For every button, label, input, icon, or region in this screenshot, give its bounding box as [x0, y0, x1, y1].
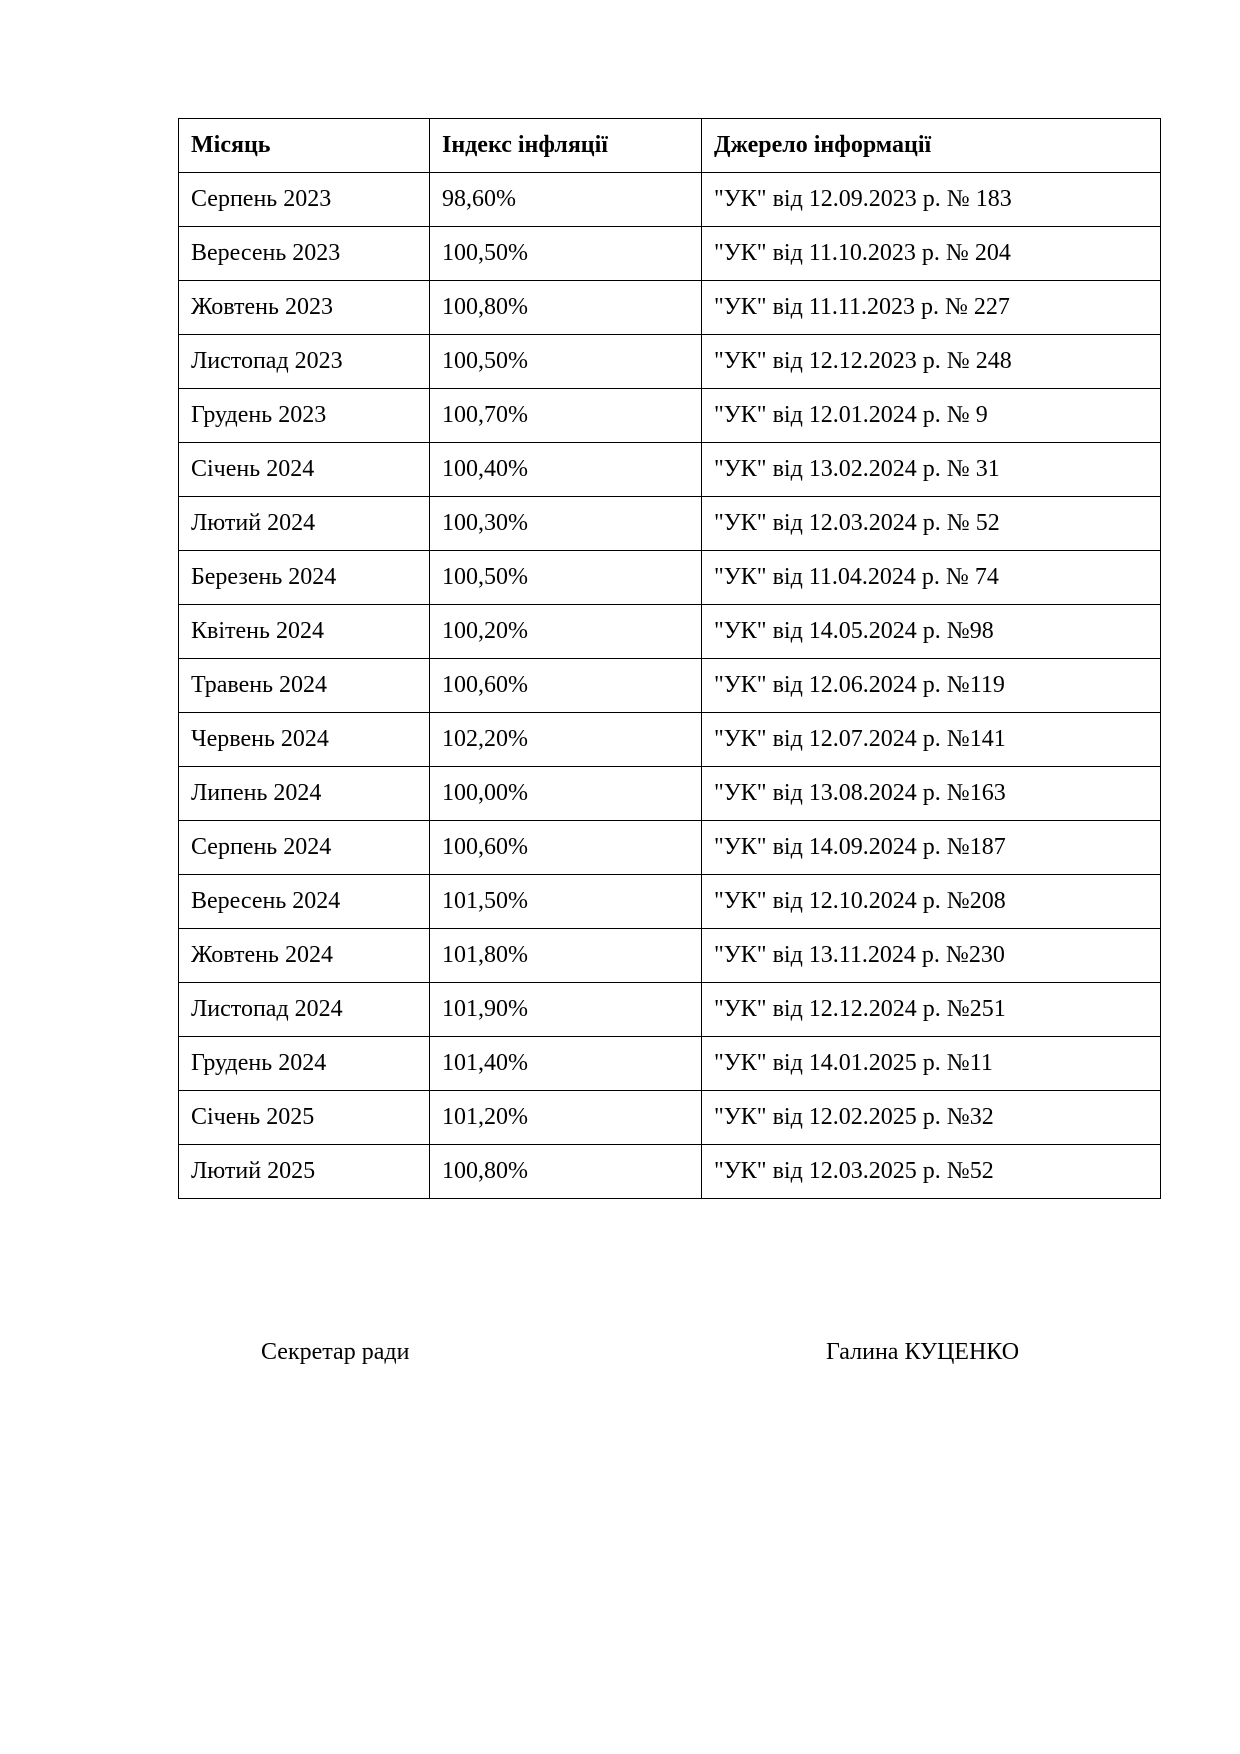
table-row [179, 551, 1161, 605]
header-row [179, 119, 1161, 173]
cell-source: "УК" від 12.12.2024 р. №251 [702, 983, 1161, 1037]
signature-name: Галина КУЦЕНКО [826, 1339, 1020, 1365]
cell-source: "УК" від 11.04.2024 р. № 74 [702, 551, 1161, 605]
table-row [179, 443, 1161, 497]
cell-inflation-index: 100,50% [430, 335, 702, 389]
cell-month: Грудень 2024 [179, 1037, 430, 1091]
cell-inflation-index: 102,20% [430, 713, 702, 767]
cell-month: Липень 2024 [179, 767, 430, 821]
cell-month: Квітень 2024 [179, 605, 430, 659]
cell-month: Березень 2024 [179, 551, 430, 605]
cell-month: Серпень 2024 [179, 821, 430, 875]
table-row [179, 497, 1161, 551]
cell-month: Січень 2024 [179, 443, 430, 497]
cell-source: "УК" від 12.12.2023 р. № 248 [702, 335, 1161, 389]
cell-inflation-index: 100,50% [430, 227, 702, 281]
cell-month: Вересень 2024 [179, 875, 430, 929]
header-month: Місяць [179, 119, 430, 173]
table-row [179, 875, 1161, 929]
cell-source: "УК" від 14.09.2024 р. №187 [702, 821, 1161, 875]
table-row [179, 821, 1161, 875]
cell-inflation-index: 101,20% [430, 1091, 702, 1145]
table-body [179, 173, 1161, 1199]
cell-month: Травень 2024 [179, 659, 430, 713]
table-row [179, 1091, 1161, 1145]
header-inflation-index: Індекс інфляції [430, 119, 702, 173]
cell-source: "УК" від 14.01.2025 р. №11 [702, 1037, 1161, 1091]
cell-inflation-index: 100,60% [430, 659, 702, 713]
cell-inflation-index: 101,40% [430, 1037, 702, 1091]
table-row [179, 659, 1161, 713]
signature-title: Секретар ради [261, 1339, 410, 1365]
cell-source: "УК" від 12.06.2024 р. №119 [702, 659, 1161, 713]
cell-month: Жовтень 2024 [179, 929, 430, 983]
cell-inflation-index: 101,90% [430, 983, 702, 1037]
table-row [179, 929, 1161, 983]
cell-inflation-index: 101,50% [430, 875, 702, 929]
cell-month: Серпень 2023 [179, 173, 430, 227]
cell-inflation-index: 100,20% [430, 605, 702, 659]
cell-inflation-index: 100,50% [430, 551, 702, 605]
cell-source: "УК" від 11.10.2023 р. № 204 [702, 227, 1161, 281]
table-row [179, 983, 1161, 1037]
cell-source: "УК" від 12.02.2025 р. №32 [702, 1091, 1161, 1145]
cell-source: "УК" від 12.10.2024 р. №208 [702, 875, 1161, 929]
cell-inflation-index: 98,60% [430, 173, 702, 227]
cell-month: Січень 2025 [179, 1091, 430, 1145]
cell-source: "УК" від 13.02.2024 р. № 31 [702, 443, 1161, 497]
cell-inflation-index: 101,80% [430, 929, 702, 983]
cell-source: "УК" від 13.08.2024 р. №163 [702, 767, 1161, 821]
table-row [179, 767, 1161, 821]
inflation-table [178, 118, 1161, 1199]
table-row [179, 227, 1161, 281]
header-source: Джерело інформації [702, 119, 1161, 173]
cell-inflation-index: 100,80% [430, 1145, 702, 1199]
cell-source: "УК" від 12.01.2024 р. № 9 [702, 389, 1161, 443]
cell-source: "УК" від 14.05.2024 р. №98 [702, 605, 1161, 659]
table-row [179, 605, 1161, 659]
cell-month: Лютий 2024 [179, 497, 430, 551]
table-row [179, 713, 1161, 767]
cell-month: Жовтень 2023 [179, 281, 430, 335]
cell-inflation-index: 100,30% [430, 497, 702, 551]
cell-inflation-index: 100,40% [430, 443, 702, 497]
cell-source: "УК" від 12.07.2024 р. №141 [702, 713, 1161, 767]
table-row [179, 389, 1161, 443]
cell-month: Червень 2024 [179, 713, 430, 767]
cell-source: "УК" від 12.09.2023 р. № 183 [702, 173, 1161, 227]
cell-month: Вересень 2023 [179, 227, 430, 281]
cell-inflation-index: 100,60% [430, 821, 702, 875]
cell-source: "УК" від 13.11.2024 р. №230 [702, 929, 1161, 983]
cell-month: Лютий 2025 [179, 1145, 430, 1199]
cell-inflation-index: 100,80% [430, 281, 702, 335]
table-row [179, 335, 1161, 389]
cell-source: "УК" від 12.03.2025 р. №52 [702, 1145, 1161, 1199]
table-header [179, 119, 1161, 173]
cell-source: "УК" від 11.11.2023 р. № 227 [702, 281, 1161, 335]
cell-source: "УК" від 12.03.2024 р. № 52 [702, 497, 1161, 551]
cell-month: Листопад 2024 [179, 983, 430, 1037]
cell-inflation-index: 100,00% [430, 767, 702, 821]
cell-month: Листопад 2023 [179, 335, 430, 389]
cell-month: Грудень 2023 [179, 389, 430, 443]
table-row [179, 1037, 1161, 1091]
table-row [179, 1145, 1161, 1199]
cell-inflation-index: 100,70% [430, 389, 702, 443]
table-row [179, 281, 1161, 335]
table-row [179, 173, 1161, 227]
